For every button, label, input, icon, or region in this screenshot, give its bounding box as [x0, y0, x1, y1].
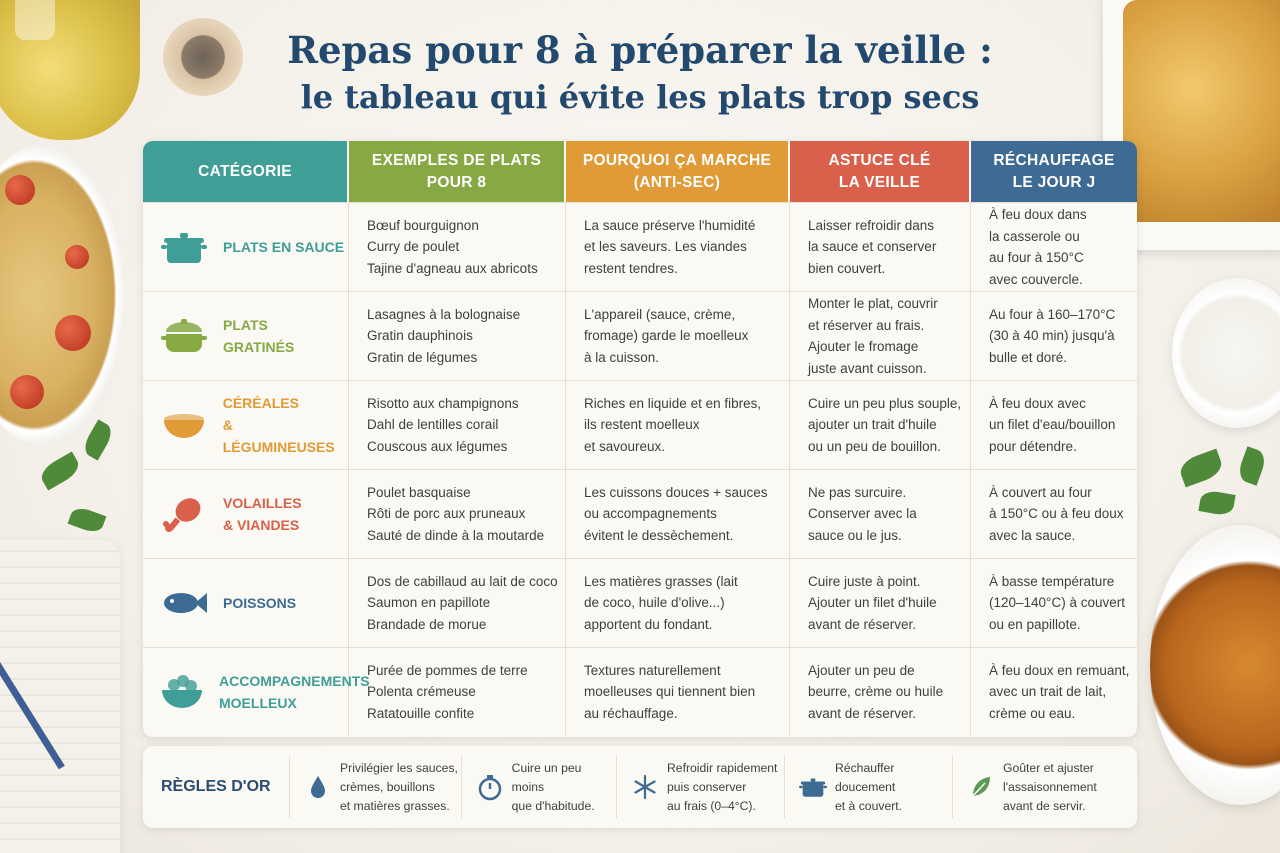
tip-cell	[790, 203, 971, 291]
cell-line: avec la sauce.	[989, 527, 1076, 543]
examples-cell	[349, 381, 566, 469]
category-cell	[143, 381, 349, 469]
why-cell	[566, 381, 790, 469]
cell-line: avant de réserver.	[808, 616, 917, 632]
parsley-leaf	[37, 451, 83, 490]
parsley-leaf	[68, 505, 107, 535]
cell-line: Tajine d'agneau aux abricots	[367, 260, 538, 276]
golden-rule-text: Cuire un peu moins que d'habitude.	[511, 760, 595, 813]
cell-line: ou accompagnements	[584, 506, 717, 522]
cell-line: Poulet basquaise	[367, 484, 471, 500]
cell-line: apportent du fondant.	[584, 616, 713, 632]
cell-line: ou un peu de bouillon.	[808, 438, 941, 454]
tip-cell	[790, 292, 971, 380]
cell-line: ils restent moelleux	[584, 417, 700, 433]
cell-line: Conserver avec la	[808, 506, 917, 522]
leaf-icon	[967, 774, 995, 800]
cell-line: bulle et doré.	[989, 349, 1068, 365]
table-row	[143, 291, 1137, 380]
grain-salad-bowl	[0, 145, 125, 445]
golden-rule	[617, 756, 785, 818]
tip-cell	[790, 559, 971, 647]
herb-sauce-bowl	[1172, 278, 1280, 428]
page-title: Repas pour 8 à préparer la veille :	[287, 28, 993, 72]
cell-line: Laisser refroidir dans	[808, 217, 935, 233]
why-cell	[566, 292, 790, 380]
table-row	[143, 558, 1137, 647]
kitchen-towel	[0, 540, 120, 853]
tomato	[5, 175, 35, 205]
golden-rule	[785, 756, 953, 818]
cell-line: Purée de pommes de terre	[367, 662, 528, 678]
category-label: CÉRÉALES & LÉGUMINEUSES	[222, 395, 335, 455]
cell-line: À feu doux dans	[989, 207, 1087, 222]
cell-line: évitent le dessèchement.	[584, 527, 734, 543]
cell-line: Lasagnes à la bolognaise	[367, 306, 521, 322]
cell-line: Textures naturellement	[584, 662, 721, 678]
category-label: PLATS GRATINÉS	[223, 317, 295, 355]
fish-icon	[159, 581, 209, 625]
meal-prep-table	[143, 141, 1137, 737]
cell-line: Ne pas surcuire.	[808, 484, 907, 500]
cell-line: Ajouter un filet d'huile	[808, 595, 937, 611]
category-cell	[143, 559, 349, 647]
cell-line: ajouter un trait d'huile	[808, 417, 937, 433]
cell-line: À feu doux avec	[989, 395, 1086, 411]
tip-cell	[790, 470, 971, 558]
cell-line: restent tendres.	[584, 260, 678, 276]
golden-rule-text: Privilégier les sauces, crèmes, bouillons et matières grasses.	[340, 760, 458, 813]
cell-line: Sauté de dinde à la moutarde	[367, 527, 545, 543]
golden-rule	[953, 756, 1119, 818]
chicken-leg-icon	[159, 492, 209, 536]
basil-leaf	[1177, 449, 1225, 488]
cell-line: la sauce et conserver	[808, 239, 937, 255]
header-category: CATÉGORIE	[143, 141, 349, 202]
cell-line: Dahl de lentilles corail	[367, 417, 499, 433]
cell-line: Rôti de porc aux pruneaux	[367, 506, 526, 522]
tomato	[55, 315, 91, 351]
category-label: VOLAILLES & VIANDES	[223, 495, 302, 533]
cell-line: avec un trait de lait,	[989, 684, 1107, 700]
golden-rules-title: RÈGLES D'OR	[143, 756, 290, 818]
table-row	[143, 380, 1137, 469]
why-cell	[566, 559, 790, 647]
cell-line: Monter le plat, couvrir	[808, 296, 938, 311]
cell-line: La sauce préserve l'humidité	[584, 217, 756, 233]
cell-line: et réserver au frais.	[808, 317, 925, 333]
why-cell	[566, 203, 790, 291]
cell-line: Couscous aux légumes	[367, 438, 508, 454]
cell-line: Curry de poulet	[367, 239, 460, 255]
category-cell	[143, 203, 349, 291]
cell-line: Ajouter un peu de	[808, 662, 915, 678]
cell-line: Au four à 160–170°C	[989, 306, 1116, 322]
cell-line: bien couvert.	[808, 260, 886, 276]
cell-line: L'appareil (sauce, crème,	[584, 306, 736, 322]
basil-leaf	[1198, 489, 1235, 517]
category-label: POISSONS	[223, 595, 297, 611]
cell-line: (30 à 40 min) jusqu'à	[989, 328, 1115, 344]
category-cell	[143, 648, 370, 736]
cell-line: et savoureux.	[584, 438, 666, 454]
tomato	[65, 245, 89, 269]
why-cell	[566, 470, 790, 558]
header-examples: EXEMPLES DE PLATS POUR 8	[349, 141, 566, 202]
cell-line: À feu doux en remuant,	[989, 662, 1130, 678]
cell-line: juste avant cuisson.	[808, 360, 927, 376]
table-row	[143, 469, 1137, 558]
cell-line: et les saveurs. Les viandes	[584, 239, 747, 255]
cell-line: Gratin de légumes	[367, 349, 478, 365]
golden-rule	[462, 756, 617, 818]
reheat-cell	[971, 203, 1137, 291]
category-label: PLATS EN SAUCE	[223, 239, 345, 255]
drop-icon	[304, 774, 332, 800]
bowl-icon	[159, 403, 209, 447]
cell-line: à la cuisson.	[584, 349, 660, 365]
pot-icon	[799, 767, 827, 807]
cell-line: à 150°C ou à feu doux	[989, 506, 1124, 522]
cell-line: avec couvercle.	[989, 271, 1083, 287]
examples-cell	[349, 559, 566, 647]
category-cell	[143, 292, 349, 380]
cell-line: la casserole ou	[989, 228, 1080, 244]
examples-cell	[349, 648, 566, 736]
category-cell	[143, 470, 349, 558]
header-tip: ASTUCE CLÉ LA VEILLE	[790, 141, 971, 202]
cell-line: Cuire un peu plus souple,	[808, 395, 962, 411]
table-row	[143, 647, 1137, 736]
cell-line: Cuire juste à point.	[808, 573, 921, 589]
cell-line: de coco, huile d'olive...)	[584, 595, 725, 611]
basil-leaf	[1236, 446, 1268, 485]
header-why: POURQUOI ÇA MARCHE (ANTI-SEC)	[566, 141, 790, 202]
cell-line: Dos de cabillaud au lait de coco	[367, 573, 558, 589]
examples-cell	[349, 203, 566, 291]
casserole-icon	[159, 314, 209, 358]
cell-line: Les matières grasses (lait	[584, 573, 738, 589]
cell-line: Les cuissons douces + sauces	[584, 484, 768, 500]
cell-line: Saumon en papillote	[367, 595, 491, 611]
golden-rules-bar	[143, 746, 1137, 828]
reheat-cell	[971, 381, 1137, 469]
cell-line: fromage) garde le moelleux	[584, 328, 749, 344]
golden-rule-text: Goûter et ajuster l'assaisonnement avant de servir.	[1003, 760, 1097, 813]
golden-rules-list	[290, 756, 1137, 818]
cell-line: sauce ou le jus.	[808, 527, 902, 543]
table-row	[143, 202, 1137, 291]
cell-line: À couvert au four	[989, 484, 1092, 500]
pot-icon	[159, 225, 209, 269]
header-reheat: RÉCHAUFFAGE LE JOUR J	[971, 141, 1137, 202]
why-cell	[566, 648, 790, 736]
cell-line: Brandade de morue	[367, 616, 487, 632]
snowflake-icon	[631, 774, 659, 800]
cell-line: Ratatouille confite	[367, 705, 475, 721]
cell-line: À basse température	[989, 573, 1115, 589]
cell-line: Riches en liquide et en fibres,	[584, 395, 762, 411]
tomato	[10, 375, 44, 409]
cell-line: Polenta crémeuse	[367, 684, 476, 700]
salad-bowl-icon	[159, 670, 205, 714]
cell-line: un filet d'eau/bouillon	[989, 417, 1116, 433]
cell-line: crème ou eau.	[989, 705, 1076, 721]
cell-line: ou en papillote.	[989, 616, 1081, 632]
tip-cell	[790, 381, 971, 469]
reheat-cell	[971, 559, 1137, 647]
cell-line: beurre, crème ou huile	[808, 684, 944, 700]
golden-rule-text: Refroidir rapidement puis conserver au frais (0–4°C).	[667, 760, 778, 813]
curry-bowl	[1150, 525, 1280, 805]
cell-line: (120–140°C) à couvert	[989, 595, 1125, 611]
cell-line: Risotto aux champignons	[367, 395, 519, 411]
cell-line: Bœuf bourguignon	[367, 217, 479, 233]
parsley-leaf	[80, 419, 115, 460]
cell-line: au réchauffage.	[584, 705, 678, 721]
page-subtitle: le tableau qui évite les plats trop secs	[300, 78, 980, 116]
cell-line: avant de réserver.	[808, 705, 917, 721]
category-label: ACCOMPAGNEMENTS MOELLEUX	[219, 673, 370, 711]
examples-cell	[349, 292, 566, 380]
cell-line: moelleuses qui tiennent bien	[584, 684, 756, 700]
examples-cell	[349, 470, 566, 558]
golden-rule-text: Réchauffer doucement et à couvert.	[835, 760, 903, 813]
table-body	[143, 202, 1137, 736]
tip-cell	[790, 648, 971, 736]
table-header	[143, 141, 1137, 202]
reheat-cell	[971, 292, 1137, 380]
cell-line: Ajouter le fromage	[808, 339, 919, 354]
reheat-cell	[971, 470, 1137, 558]
golden-rule	[290, 756, 462, 818]
timer-icon	[476, 773, 504, 801]
cell-line: Gratin dauphinois	[367, 328, 473, 344]
cell-line: au four à 150°C	[989, 250, 1084, 265]
cell-line: pour détendre.	[989, 438, 1077, 454]
reheat-cell	[971, 648, 1137, 736]
